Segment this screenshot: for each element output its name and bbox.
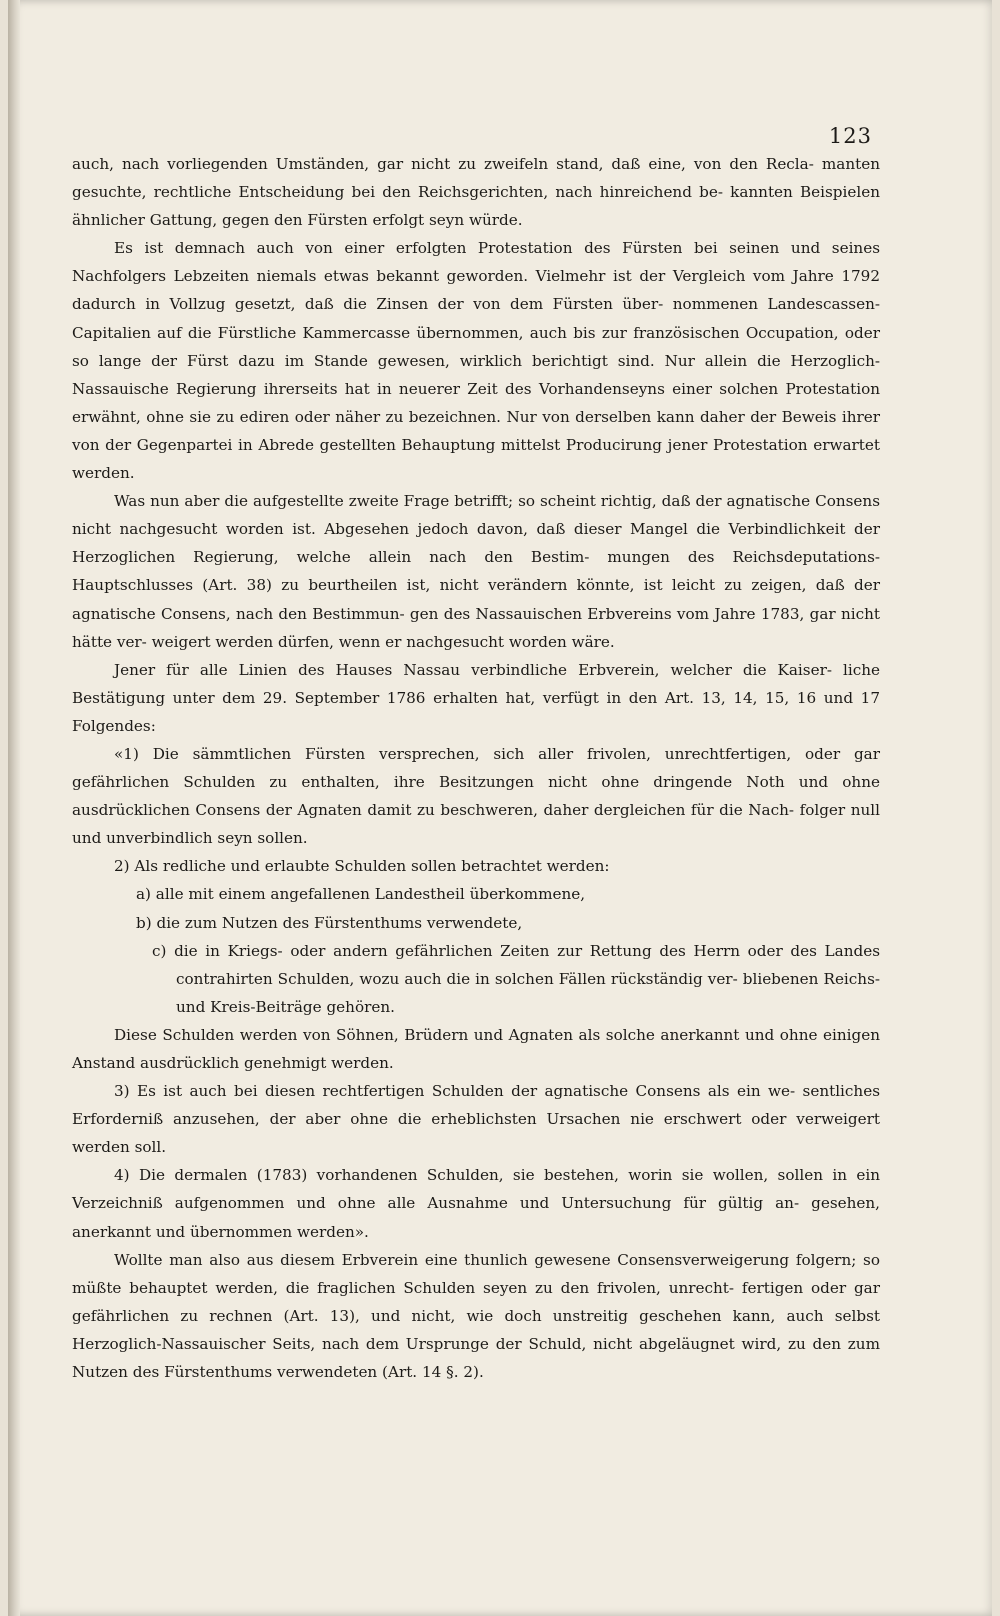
- paragraph: Wollte man also aus diesem Erbverein eine thunlich gewesene Consensverweigerung folgern; so müßte behauptet werden, die fraglichen Schulden seyen zu den frivolen, unrecht- fertigen oder gar gefährlichen zu rechnen (Art. 13), und nicht, wie doch unstreitig geschehen kann, auch selbst Herzoglich-Nassauischer Seits, nach dem Ursprunge der Schuld, nicht abgeläugnet wird, zu den zum Nutzen des Fürstenthums verwendeten (Art. 14 §. 2).: [72, 1250, 880, 1382]
- list-item: b) die zum Nutzen des Fürstenthums verwendete,: [136, 913, 523, 932]
- list-item: c) die in Kriegs- oder andern gefährlichen Zeiten zur Rettung des Herrn oder des Landes contrahirten Schulden, wozu auch die in solchen Fällen rückständig ver- bliebenen Reichs- und Kreis-Beiträge gehören.: [152, 941, 880, 1016]
- quoted-article-3: 3) Es ist auch bei diesen rechtfertigen Schulden der agnatische Consens als ein we- sentliches Erforderniß anzusehen, der aber ohne die erheblichsten Ursachen nie erschwert oder verweigert werden soll.: [72, 1082, 880, 1157]
- page-binding-shadow: [8, 0, 20, 1616]
- paragraph: Was nun aber die aufgestellte zweite Frage betrifft; so scheint richtig, daß der agnatische Consens nicht nachgesucht worden ist. Abgesehen jedoch davon, daß dieser Mangel die Verbindlichkeit der Herzoglichen Regierung, welche allein nach den Bestim- mungen des Reichsdeputations-Hauptschlusses (Art. 38) zu beurtheilen ist, nicht verändern könnte, ist leicht zu zeigen, daß der agnatische Consens, nach den Bestimmun- gen des Nassauischen Erbvereins vom Jahre 1783, gar nicht hätte ver- weigert werden dürfen, wenn er nachgesucht worden wäre.: [72, 492, 880, 651]
- book-page: [8, 0, 992, 1616]
- page-body: [72, 150, 880, 1386]
- paragraph: Jener für alle Linien des Hauses Nassau verbindliche Erbverein, welcher die Kaiser- liche Bestätigung unter dem 29. September 1786 erhalten hat, verfügt in den Art. 13, 14, 15, 16 und 17 Folgendes:: [72, 660, 880, 735]
- page-number: 123: [828, 124, 872, 148]
- quoted-article-2: 2) Als redliche und erlaubte Schulden sollen betrachtet werden:: [114, 857, 610, 876]
- list-item: a) alle mit einem angefallenen Landestheil überkommene,: [136, 885, 586, 904]
- quoted-article-4: 4) Die dermalen (1783) vorhandenen Schulden, sie bestehen, worin sie wollen, sollen in ein Verzeichniß aufgenommen und ohne alle Ausnahme und Untersuchung für gültig an- gesehen, anerkannt und übernommen werden».: [72, 1166, 880, 1241]
- paragraph: Es ist demnach auch von einer erfolgten Protestation des Fürsten bei seinen und seines Nachfolgers Lebzeiten niemals etwas bekannt geworden. Vielmehr ist der Vergleich vom Jahre 1792 dadurch in Vollzug gesetzt, daß die Zinsen der von dem Fürsten über- nommenen Landescassen-Capitalien auf die Fürstliche Kammercasse übernommen, auch bis zur französischen Occupation, oder so lange der Fürst dazu im Stande gewesen, wirklich berichtigt sind. Nur allein die Herzoglich-Nassauische Regierung ihrerseits hat in neuerer Zeit des Vorhandenseyns einer solchen Protestation erwähnt, ohne sie zu ediren oder näher zu bezeichnen. Nur von derselben kann daher der Beweis ihrer von der Gegenpartei in Abrede gestellten Behauptung mittelst Producirung jener Protestation erwartet werden.: [72, 239, 880, 483]
- quoted-article-1: «1) Die sämmtlichen Fürsten versprechen, sich aller frivolen, unrechtfertigen, oder gar gefährlichen Schulden zu enthalten, ihre Besitzungen nicht ohne dringende Noth und ohne ausdrücklichen Consens der Agnaten damit zu beschweren, daher dergleichen für die Nach- folger null und unverbindlich seyn sollen.: [72, 744, 880, 848]
- paragraph: auch, nach vorliegenden Umständen, gar nicht zu zweifeln stand, daß eine, von den Recla- manten gesuchte, rechtliche Entscheidung bei den Reichsgerichten, nach hinreichend be- kannten Beispielen ähnlicher Gattung, gegen den Fürsten erfolgt seyn würde.: [72, 155, 880, 230]
- paragraph: Diese Schulden werden von Söhnen, Brüdern und Agnaten als solche anerkannt und ohne einigen Anstand ausdrücklich genehmigt werden.: [72, 1025, 880, 1072]
